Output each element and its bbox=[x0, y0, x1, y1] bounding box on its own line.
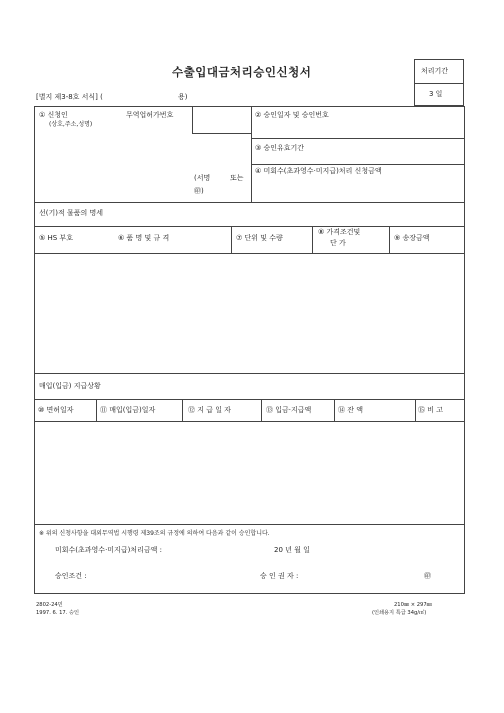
seal-label: ㊞) bbox=[194, 187, 204, 195]
approval-statement: ※ 위의 신청사항을 대외무역법 시행령 제39조의 규정에 의하여 다음과 같이 승인합니다. bbox=[39, 530, 270, 537]
trade-license-label: 무역업허가번호 bbox=[126, 111, 174, 119]
col-payment-date: ⑫ 지 급 일 자 bbox=[188, 406, 231, 414]
unpaid-amount-label: ④ 미회수(초과영수·미지급)처리 신청금액 bbox=[255, 167, 382, 175]
authority-seal: ㊞ bbox=[424, 572, 431, 580]
footer-approved: 1997. 6. 17. 승인 bbox=[36, 610, 80, 616]
processing-period-label: 처리기간 bbox=[421, 67, 449, 75]
approval-validity-label: ③ 승인유효기간 bbox=[255, 144, 305, 152]
col-hs-code: ⑤ HS 부호 bbox=[39, 234, 73, 242]
col-unit-quantity: ⑦ 단위 및 수량 bbox=[236, 234, 283, 242]
approval-condition-label: 승인조건 : bbox=[55, 572, 87, 580]
signature-or-label: 또는 bbox=[230, 174, 244, 182]
footer-code: 2802-24민 bbox=[36, 602, 63, 608]
approved-amount-label: 미회수(초과영수·미지급)처리금액 : bbox=[55, 546, 162, 554]
form-title: 수출입대금처리승인신청서 bbox=[172, 65, 312, 79]
shipped-goods-section-label: 선(기)적 물품의 명세 bbox=[39, 209, 104, 217]
col-remarks: ⑮ 비 고 bbox=[418, 406, 443, 414]
col-deposit-date: ⑪ 매입(입금)일자 bbox=[100, 406, 156, 414]
approval-authority-label: 승 인 권 자 : bbox=[260, 572, 299, 580]
col-deposit-amount: ⑬ 입금·지급액 bbox=[266, 406, 312, 414]
col-unit-price: 단 가 bbox=[330, 239, 346, 247]
col-price-terms: ⑧ 가격조건및 bbox=[318, 228, 361, 236]
form-reference: [별지 제3-8호 서식] ( bbox=[36, 93, 103, 101]
approval-date-line: 20 년 월 일 bbox=[274, 546, 310, 554]
signature-label: (서명 bbox=[194, 174, 211, 182]
col-item-spec: ⑥ 품 명 및 규 격 bbox=[118, 234, 170, 242]
processing-period-value: 3 일 bbox=[429, 90, 443, 98]
applicant-label: ① 신청인 bbox=[39, 111, 68, 119]
applicant-sub-label: (상호,주소,성명) bbox=[49, 121, 93, 128]
form-frame bbox=[34, 106, 465, 594]
footer-paper-size: 210㎜ × 297㎜ bbox=[394, 602, 432, 608]
footer-paper-spec: (인쇄용지 특급 34g/㎡) bbox=[372, 610, 427, 616]
col-balance: ⑭ 잔 액 bbox=[338, 406, 363, 414]
col-invoice-amount: ⑨ 송장금액 bbox=[394, 234, 430, 242]
col-license-date: ⑩ 면허일자 bbox=[38, 406, 74, 414]
payment-section-label: 매입(입금) 지급상황 bbox=[39, 382, 101, 390]
form-reference-end: 용) bbox=[178, 93, 188, 101]
approval-date-number-label: ② 승인일자 및 승인번호 bbox=[255, 111, 329, 119]
